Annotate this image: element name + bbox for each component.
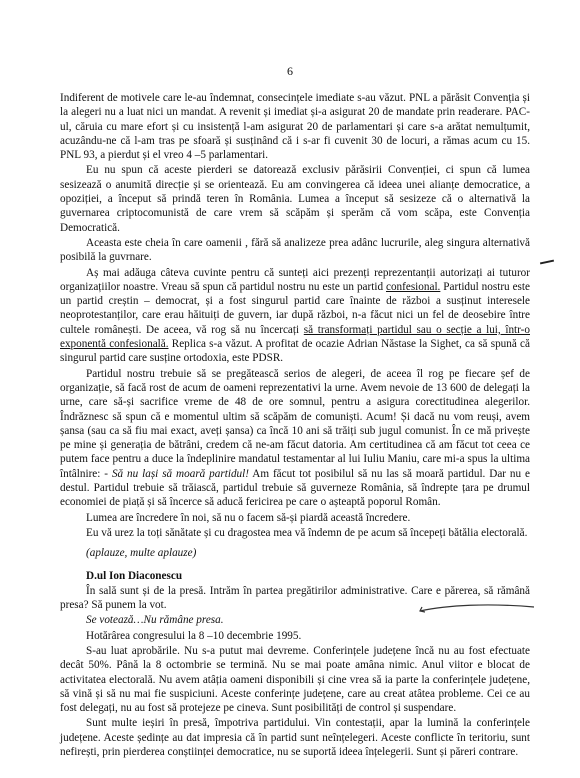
paragraph-11: S-au luat aprobările. Nu s-a putut mai devreme. Conferințele județene încă nu au fost efectuate decât 50%. Până la 8 octombrie se termină. Nu se mai poate amâna nimic. Anul viitor e blocat de activitatea electorală. Nu avem atâția oameni disponibili și cine vrea să ia parte la conferințele județene, să vină și să nu mai fie suspiciuni. Aceste conferințe județene, care au creat atâtea probleme. Cei ce au fost delegați, nu au fost să protejeze pe cineva. Sunt posibilități de control și suspendare. bbox=[60, 644, 530, 715]
speaker-heading: D.ul Ion Diaconescu bbox=[86, 569, 183, 582]
maniu-quote: Să nu lași să moară partidul! bbox=[111, 467, 249, 480]
paragraph-5 bbox=[60, 367, 530, 510]
paragraph-3: Aceasta este cheia în care oamenii , fără să analizeze prea adânc lucrurile, aleg singura alternativă posibilă la guvrnare. bbox=[60, 236, 530, 264]
paragraph-4-part-b: Partidul nostru este un partid creștin – democrat, și a fost singurul partid care înainte de război a susținut interesele neoprotestanților, care erau hăituiți de guvern, iar după război, n-a făcut nici un fel de deosebire între cultele românești. De aceea, vă rog să nu încercați bbox=[60, 280, 530, 336]
pen-arrow-icon bbox=[418, 601, 538, 615]
paragraph-8: În sală sunt și de la presă. Intrăm în partea pregătirilor administrative. Care e părerea, să rămână presa? Să punem la vot. bbox=[60, 584, 530, 612]
paragraph-4-part-c: Replica s-a văzut. A profitat de ocazie Adrian Năstase la Sighet, ca să spună că singurul partid care susține ortodoxia, este PDSR. bbox=[60, 338, 530, 365]
document-body bbox=[60, 91, 530, 760]
applause-note: (aplauze, multe aplauze) bbox=[86, 547, 197, 560]
paragraph-4 bbox=[60, 266, 530, 366]
page-number: 6 bbox=[287, 64, 293, 78]
paragraph-7: Eu vă urez la toți sănătate și cu dragostea mea vă îndemn de pe acum să începeți bătălia electorală. bbox=[86, 526, 528, 539]
paragraph-6: Lumea are încredere în noi, să nu o facem să-și piardă această încredere. bbox=[86, 511, 411, 524]
paragraph-10: Hotărârea congresului la 8 –10 decembrie 1995. bbox=[86, 629, 302, 642]
vote-note: Se votează…Nu rămâne presa. bbox=[86, 614, 224, 627]
margin-pen-mark bbox=[540, 260, 554, 265]
underlined-transform-phrase: să transformați partidul sau o secție a lui, într-o exponentă confesională. bbox=[60, 323, 530, 351]
paragraph-1: Indiferent de motivele care le-au îndemnat, consecințele imediate s-au văzut. PNL a părăsit Convenția și la alegeri nu a luat nici un mandat. A revenit și imediat și-a asigurat 20 de mandate prin readerare. PAC- ul, căruia cu mare efort și cu insistență l-am asigurat 20 de parlamentari și care s-a arătat nemulțumit, acuzându-ne că l-am tras pe sfoară și susținând că i s-ar fi cuvenit 30 de locuri, a rămas acum cu 15. PNL 93, a pierdut și el vreo 4 –5 parlamentari. bbox=[60, 92, 530, 162]
paragraph-4-part-a: Aș mai adăuga câteva cuvinte pentru că sunteți aici prezenți reprezentanții autorizați ai tuturor organizațiilor noastre. Vreau să spun că partidul nostru nu este un partid bbox=[60, 266, 530, 293]
paragraph-5-part-b: Am făcut tot posibilul să nu las să moară partidul. Dar nu e destul. Partidul trebuie să trăiască, partidul trebuie să guverneze România, să îndrepte țara pe drumul economiei de piață și să încerce să aducă fericirea pe care o așteaptă poporul Român. bbox=[60, 467, 530, 509]
paragraph-2: Eu nu spun că aceste pierderi se datorează exclusiv părăsirii Convenției, ci spun că lumea sesizează o anumită direcție și se orientează. Eu am convingerea că ideea unei alianțe democratice, a opoziției, a început să prindă teren în România. Lumea a început să sesizeze că o alternativă la guvernarea criptocomunistă de care vrem să scăpăm și sperăm că vom scăpa, este Convenția Democratică. bbox=[60, 164, 530, 234]
paragraph-12: Sunt multe ieșiri în presă, împotriva partidului. Vin contestații, apar la lumină la conferințele județene. Aceste ședințe au dat impresia că în partid sunt neînțelegeri. Aceste conflicte în teritoriu, sunt nefirești, prin pierderea conștiinței democratice, nu se suportă ideea înțelegerii. Sunt și păreri contrare. bbox=[60, 717, 530, 759]
underlined-confesional: confesional. bbox=[385, 280, 441, 293]
paragraph-5-part-a: Partidul nostru trebuie să se pregătească serios de alegeri, de aceea îl rog pe fiecare șef de organizație, să facă rost de acum de oameni reprezentativi la urne. Avem nevoie de 13 600 de delegați la urne, care să-și sacrifice vreme de 48 de ore somnul, pentru a asigura corectitudinea alegerilor. Îndrăznesc să spun că e momentul ultim să scăpăm de comuniști. Acum! Și dacă nu vom reuși, avem șansa (sau ca să fiu mai exact, aveți șansa) ca încă 10 ani să trăiți sub jugul comunist. În ce mă privește pe mine și generația de bătrâni, credem că ne-am făcut datoria. Am certitudinea că am făcut tot ceea ce putem face pentru a duce la îndeplinire mandatul testamentar al lui Iuliu Maniu, care mi-a spus la ultima întâlnire: - bbox=[60, 367, 530, 480]
